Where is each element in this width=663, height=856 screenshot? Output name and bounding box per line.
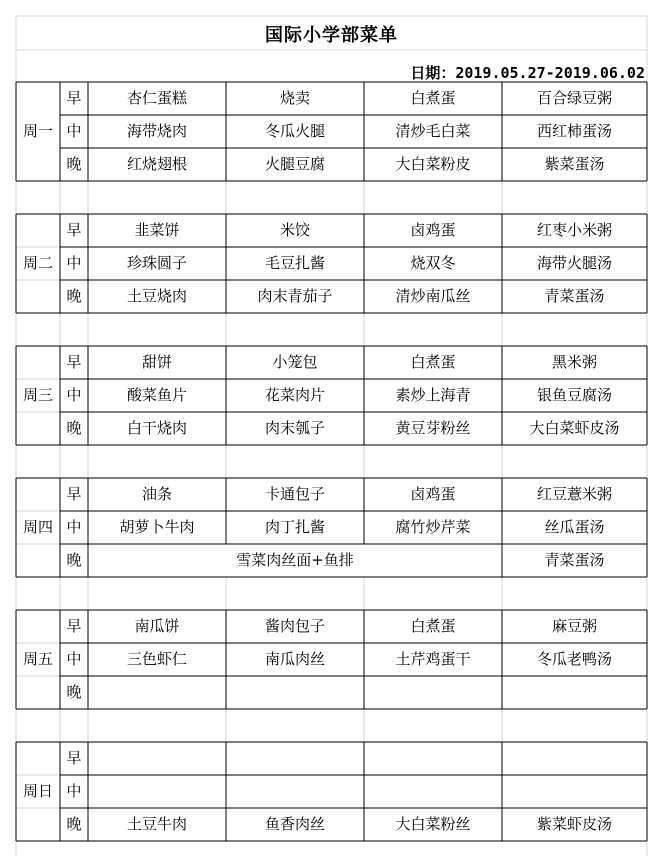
menu-cell bbox=[226, 742, 364, 775]
menu-cell: 酸菜鱼片 bbox=[126, 386, 187, 404]
date-line bbox=[300, 62, 645, 84]
menu-cell: 肉末瓠子 bbox=[264, 419, 325, 437]
meal-label: 早 bbox=[66, 353, 82, 371]
day-label: 周三 bbox=[22, 386, 53, 404]
menu-cell: 青菜蛋汤 bbox=[544, 551, 605, 569]
menu-cell: 清炒南瓜丝 bbox=[395, 287, 471, 305]
date-range: 2019.05.27-2019.06.02 bbox=[455, 63, 645, 82]
menu-cell: 烧卖 bbox=[279, 89, 310, 107]
menu-cell: 冬瓜火腿 bbox=[264, 122, 325, 140]
menu-cell: 黄豆芽粉丝 bbox=[395, 419, 471, 437]
menu-cell bbox=[88, 742, 226, 775]
menu-cell: 火腿豆腐 bbox=[264, 155, 325, 173]
menu-cell-merged: 雪菜肉丝面+鱼排 bbox=[236, 551, 354, 569]
menu-cell: 卤鸡蛋 bbox=[410, 485, 456, 503]
menu-cell: 红豆薏米粥 bbox=[536, 485, 612, 503]
menu-cell: 银鱼豆腐汤 bbox=[536, 386, 612, 404]
menu-cell: 红枣小米粥 bbox=[536, 221, 612, 239]
meal-label: 早 bbox=[66, 485, 82, 503]
menu-cell: 小笼包 bbox=[272, 353, 318, 371]
meal-label: 早 bbox=[66, 749, 82, 767]
menu-cell: 南瓜饼 bbox=[134, 617, 180, 635]
meal-label: 晚 bbox=[66, 155, 82, 173]
menu-cell: 黑米粥 bbox=[551, 353, 597, 371]
meal-label: 中 bbox=[66, 650, 82, 668]
menu-cell: 清炒毛白菜 bbox=[395, 122, 471, 140]
meal-label: 中 bbox=[66, 782, 82, 800]
menu-cell: 白干烧肉 bbox=[126, 419, 187, 437]
menu-cell bbox=[226, 775, 364, 808]
menu-cell bbox=[364, 742, 502, 775]
menu-cell: 珍珠圆子 bbox=[126, 254, 187, 272]
menu-cell: 肉丁扎酱 bbox=[264, 518, 325, 536]
day-label: 周四 bbox=[22, 518, 53, 536]
menu-cell: 西红柿蛋汤 bbox=[536, 122, 612, 140]
menu-cell: 米饺 bbox=[279, 221, 310, 239]
day-label: 周二 bbox=[22, 254, 53, 272]
menu-cell: 甜饼 bbox=[141, 353, 172, 371]
menu-cell: 百合绿豆粥 bbox=[536, 89, 612, 107]
menu-cell bbox=[364, 775, 502, 808]
menu-cell: 大白菜虾皮汤 bbox=[529, 419, 620, 437]
meal-label: 早 bbox=[66, 617, 82, 635]
menu-cell: 南瓜肉丝 bbox=[264, 650, 325, 668]
menu-cell: 紫菜虾皮汤 bbox=[536, 815, 612, 833]
menu-cell: 丝瓜蛋汤 bbox=[544, 518, 605, 536]
menu-cell: 海带火腿汤 bbox=[536, 254, 612, 272]
menu-cell: 卤鸡蛋 bbox=[410, 221, 456, 239]
menu-cell: 土芹鸡蛋干 bbox=[395, 650, 471, 668]
menu-cell: 杏仁蛋糕 bbox=[126, 89, 187, 107]
meal-label: 晚 bbox=[66, 815, 82, 833]
menu-cell: 土豆烧肉 bbox=[126, 287, 187, 305]
menu-cell: 白煮蛋 bbox=[410, 617, 456, 635]
meal-label: 早 bbox=[66, 221, 82, 239]
meal-label: 中 bbox=[66, 254, 82, 272]
menu-cell bbox=[88, 775, 226, 808]
menu-cell: 冬瓜老鸭汤 bbox=[536, 650, 612, 668]
menu-cell: 肉末青茄子 bbox=[257, 287, 333, 305]
meal-label: 中 bbox=[66, 386, 82, 404]
menu-cell: 青菜蛋汤 bbox=[544, 287, 605, 305]
menu-cell: 大白菜粉丝 bbox=[395, 815, 471, 833]
menu-cell: 油条 bbox=[141, 485, 172, 503]
menu-cell bbox=[364, 676, 502, 709]
page-title: 国际小学部菜单 bbox=[265, 25, 398, 46]
menu-cell: 紫菜蛋汤 bbox=[544, 155, 605, 173]
menu-cell: 酱肉包子 bbox=[264, 617, 325, 635]
day-label: 周日 bbox=[22, 782, 53, 800]
menu-cell: 红烧翅根 bbox=[126, 155, 187, 173]
meal-label: 中 bbox=[66, 518, 82, 536]
menu-cell: 麻豆粥 bbox=[551, 617, 597, 635]
menu-cell: 毛豆扎酱 bbox=[264, 254, 325, 272]
menu-cell: 韭菜饼 bbox=[134, 221, 180, 239]
menu-cell: 白煮蛋 bbox=[410, 353, 456, 371]
menu-cell: 胡萝卜牛肉 bbox=[119, 518, 195, 536]
menu-cell: 烧双冬 bbox=[410, 254, 456, 272]
menu-cell: 海带烧肉 bbox=[126, 122, 187, 140]
menu-cell bbox=[502, 742, 647, 775]
menu-cell: 鱼香肉丝 bbox=[264, 815, 325, 833]
day-label: 周一 bbox=[22, 122, 53, 140]
meal-label: 晚 bbox=[66, 551, 82, 569]
menu-cell: 卡通包子 bbox=[264, 485, 325, 503]
menu-cell bbox=[226, 676, 364, 709]
menu-cell: 素炒上海青 bbox=[395, 386, 471, 404]
menu-cell: 大白菜粉皮 bbox=[395, 155, 471, 173]
meal-label: 晚 bbox=[66, 683, 82, 701]
menu-cell: 土豆牛肉 bbox=[126, 815, 187, 833]
menu-cell: 三色虾仁 bbox=[126, 650, 187, 668]
meal-label: 中 bbox=[66, 122, 82, 140]
day-label: 周五 bbox=[22, 650, 53, 668]
menu-cell: 花菜肉片 bbox=[264, 386, 325, 404]
menu-cell bbox=[502, 676, 647, 709]
date-label: 日期： bbox=[410, 63, 456, 82]
meal-label: 晚 bbox=[66, 287, 82, 305]
menu-cell bbox=[88, 676, 226, 709]
meal-label: 早 bbox=[66, 89, 82, 107]
meal-label: 晚 bbox=[66, 419, 82, 437]
menu-cell: 腐竹炒芹菜 bbox=[395, 518, 471, 536]
menu-cell: 白煮蛋 bbox=[410, 89, 456, 107]
menu-cell bbox=[502, 775, 647, 808]
